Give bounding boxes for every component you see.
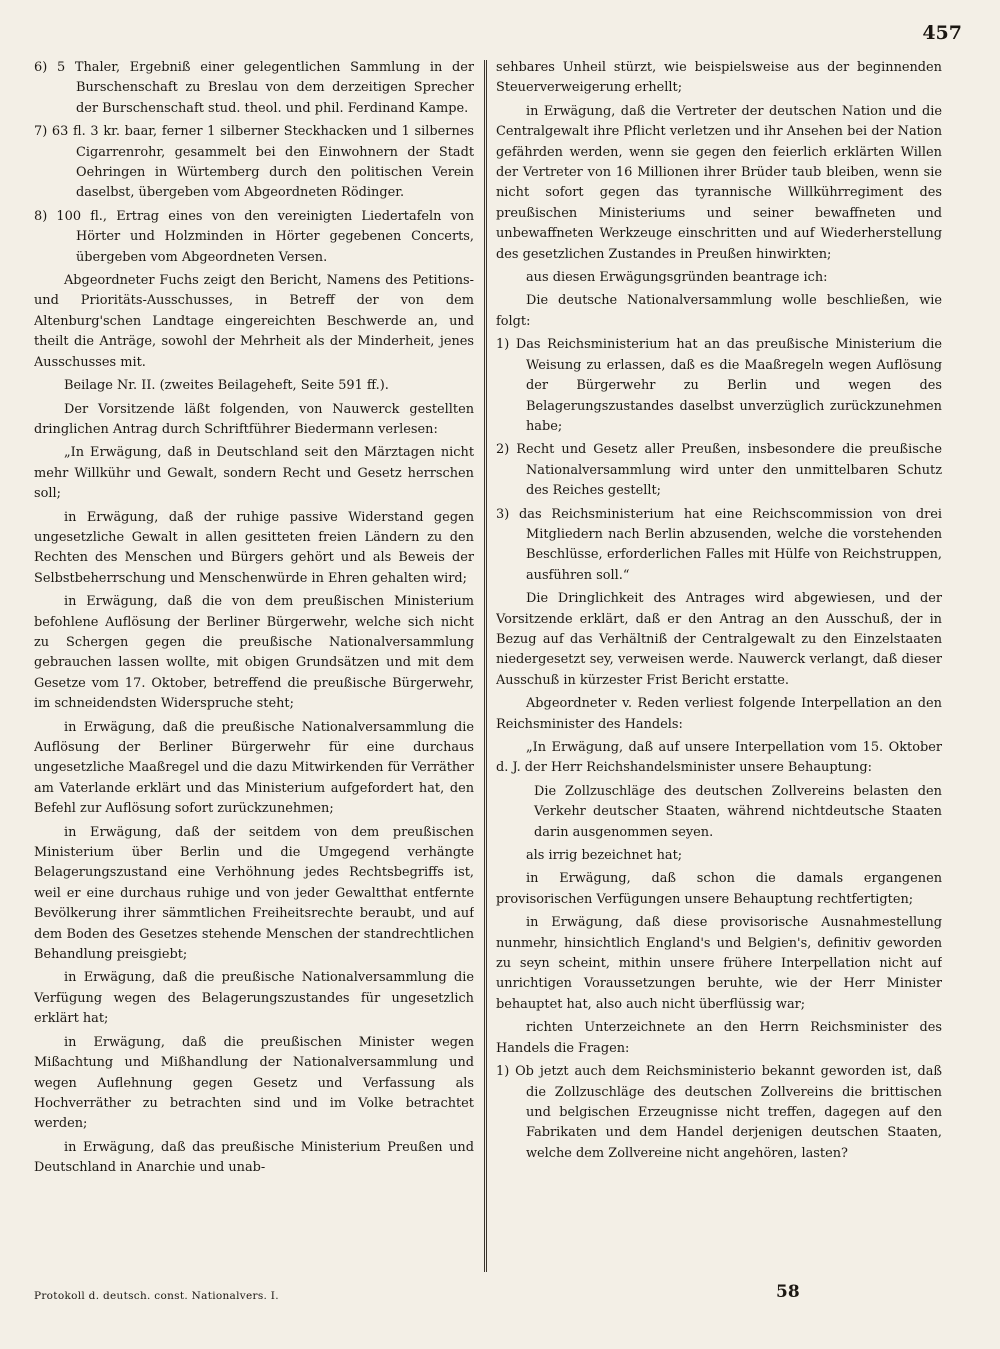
motion-paragraph: „In Erwägung, daß in Deutschland seit den Märztagen nicht mehr Willkühr und Gewalt, sondern Recht und Gesetz herrschen soll; — [34, 445, 474, 502]
fuchs-report-paragraph: Abgeordneter Fuchs zeigt den Bericht, Namens des Petitions- und Prioritäts-Ausschusses, in Betreff der von dem Altenburg'schen Landtage eingereichten Beschwerde an, und theilt die Anträge, sowohl der Mehrheit als der Minderheit, jenes Ausschusses mit. — [34, 273, 474, 370]
donation-item: 7) 63 fl. 3 kr. baar, ferner 1 silberner Steckhacken und 1 silbernes Cigarrenrohr, gesammelt bei den Einwohnern der Stadt Oehringen in Würtemberg durch den politischen Verein daselbst, übergeben vom Abgeordneten Rödinger. — [34, 124, 474, 201]
motion-paragraph: in Erwägung, daß der ruhige passive Widerstand gegen ungesetzliche Gewalt in allen gesitteten freien Ländern zu den Rechten des Menschen und Bürgers gehört und als Beweis der Selbstbeherrschung und Menschenwürde in Ehren gehalten wird; — [34, 509, 474, 586]
motion-paragraph: in Erwägung, daß die preußischen Minister wegen Mißachtung und Mißhandlung der Nationalversammlung und wegen Auflehnung gegen Gesetz und Verfassung als Hochverräther zu betrachten sind und im Volke betrachtet werden; — [34, 1034, 474, 1132]
motion-paragraph: in Erwägung, daß das preußische Ministerium Preußen und Deutschland in Anarchie und unab- — [34, 1139, 474, 1176]
right-column — [496, 58, 942, 1276]
donation-item: 8) 100 fl., Ertrag eines von den vereinigten Liedertafeln von Hörter und Holzminden in Hörter gegebenen Concerts, übergeben vom Abgeordneten Versen. — [34, 208, 474, 265]
motion-paragraph: in Erwägung, daß der seitdem von dem preußischen Ministerium über Berlin und die Umgegend verhängte Belagerungszustand eine Verhöhnung jedes Rechtsbegriffs ist, weil er eine durchaus ruhige und von jeder Gewaltthat entfernte Bevölkerung ihrer sämmtlichen Freiheitsrechte beraubt, und auf dem Boden des Gesetzes stehende Menschen der standrechtlichen Behandlung preisgiebt; — [34, 824, 474, 963]
vorsitzende-intro: Der Vorsitzende läßt folgenden, von Nauwerck gestellten dringlichen Antrag durch Schriftführer Biedermann verlesen: — [34, 401, 474, 437]
interpellation-start: „In Erwägung, daß auf unsere Interpellation vom 15. Oktober d. J. der Herr Reichshandelsminister unsere Behauptung: — [496, 740, 942, 776]
declared-wrong-line: als irrig bezeichnet hat; — [526, 848, 683, 864]
continuation-text: sehbares Unheil stürzt, wie beispielsweise aus der beginnenden Steuerverweigerung erhellt; — [496, 60, 942, 96]
resolution-item: 2) Recht und Gesetz aller Preußen, insbesondere die preußische Nationalversammlung wird unter den unmittelbaren Schutz des Reiches gestellt; — [496, 442, 942, 499]
left-column — [34, 58, 474, 1276]
resolution-item: 1) Das Reichsministerium hat an das preußische Ministerium die Weisung zu erlassen, daß es die Maaßregeln wegen Auflösung der Bürgerwehr zu Berlin und wegen des Belagerungszustandes daselbst unverzüglich zurückzunehmen habe; — [496, 337, 942, 434]
grounds-line: aus diesen Erwägungsgründen beantrage ich: — [526, 270, 828, 286]
consideration-paragraph: in Erwägung, daß diese provisorische Ausnahmestellung nunmehr, hinsichtlich England's und Belgien's, definitiv geworden zu seyn scheint, mithin unsere frühere Interpellation nicht auf unrichtigen Voraussetzungen beruhte, wie der Herr Minister behauptet hat, also auch nicht überflüssig war; — [496, 915, 942, 1012]
footer-signature-line: Protokoll d. deutsch. const. Nationalvers. I. — [34, 1290, 279, 1302]
resolution-item: 3) das Reichsministerium hat eine Reichscommission von drei Mitgliedern nach Berlin abzusenden, welche die vorstehenden Beschlüsse, erforderlichen Falles mit Hülfe von Reichstruppen, ausführen soll.“ — [496, 506, 942, 583]
question-item: 1) Ob jetzt auch dem Reichsministerio bekannt geworden ist, daß die Zollzuschläge des deutschen Zollvereins die brittischen und belgischen Erzeugnisse nicht treffen, dagegen auf den Fabrikaten und dem Handel derjenigen deutschen Staaten, welche dem Zollvereine nicht angehören, lasten? — [496, 1064, 942, 1161]
questions-intro: richten Unterzeichnete an den Herrn Reichsminister des Handels die Fragen: — [496, 1020, 942, 1056]
resolution-intro: Die deutsche Nationalversammlung wolle beschließen, wie folgt: — [496, 293, 942, 329]
sheet-number: 58 — [776, 1282, 800, 1302]
quoted-claim: Die Zollzuschläge des deutschen Zollvereins belasten den Verkehr deutscher Staaten, während nichtdeutsche Staaten darin ausgenommen seyen. — [534, 783, 942, 840]
consideration-paragraph: in Erwägung, daß schon die damals ergangenen provisorischen Verfügungen unsere Behauptung rechtfertigten; — [496, 871, 942, 907]
urgency-rejected-paragraph: Die Dringlichkeit des Antrages wird abgewiesen, und der Vorsitzende erklärt, daß er den Antrag an den Ausschuß, der in Bezug auf das Verhältniß der Centralgewalt zu den Einzelstaaten niedergesetzt sey, verweisen werde. Nauwerck verlangt, daß dieser Ausschuß in kürzester Frist Bericht erstatte. — [496, 591, 942, 688]
column-divider — [484, 60, 487, 1272]
page-number: 457 — [922, 22, 962, 44]
reden-intro: Abgeordneter v. Reden verliest folgende Interpellation an den Reichsminister des Handels: — [496, 696, 942, 732]
donation-item: 6) 5 Thaler, Ergebniß einer gelegentlichen Sammlung in der Burschenschaft zu Breslau von dem derzeitigen Sprecher der Burschenschaft stud. theol. und phil. Ferdinand Kampe. — [34, 60, 474, 116]
motion-paragraph: in Erwägung, daß die Vertreter der deutschen Nation und die Centralgewalt ihre Pflicht verletzen und ihr Ansehen bei der Nation gefährden werden, wenn sie gegen den feierlich erklärten Willen der Vertreter von 16 Millionen ihrer Brüder taub bleiben, wenn sie nicht sofort gegen das tyrannische Willkührregiment des preußischen Ministeriums und seiner bewaffneten und unbewaffneten Werkzeuge einschritten und auf Wiederherstellung des gesetzlichen Zustandes in Preußen hinwirkten; — [496, 103, 942, 262]
beilage-reference: Beilage Nr. II. (zweites Beilageheft, Seite 591 ff.). — [64, 378, 389, 394]
motion-paragraph: in Erwägung, daß die preußische Nationalversammlung die Auflösung der Berliner Bürgerwehr für eine durchaus ungesetzliche Maaßregel und die dazu Mitwirkenden für Verräther am Vaterlande erklärt und das Ministerium aufgefordert hat, den Befehl zur Auflösung sofort zurückzunehmen; — [34, 719, 474, 817]
motion-paragraph: in Erwägung, daß die preußische Nationalversammlung die Verfügung wegen des Belagerungszustandes für ungesetzlich erklärt hat; — [34, 970, 474, 1027]
motion-paragraph: in Erwägung, daß die von dem preußischen Ministerium befohlene Auflösung der Berliner Bürgerwehr, welche sich nicht zu Schergen gegen die preußische Nationalversammlung gebrauchen lassen wollte, mit obigen Grundsätzen und mit dem Gesetze vom 17. Oktober, betreffend die preußische Bürgerwehr, im schneidendsten Widerspruche steht; — [34, 594, 474, 712]
